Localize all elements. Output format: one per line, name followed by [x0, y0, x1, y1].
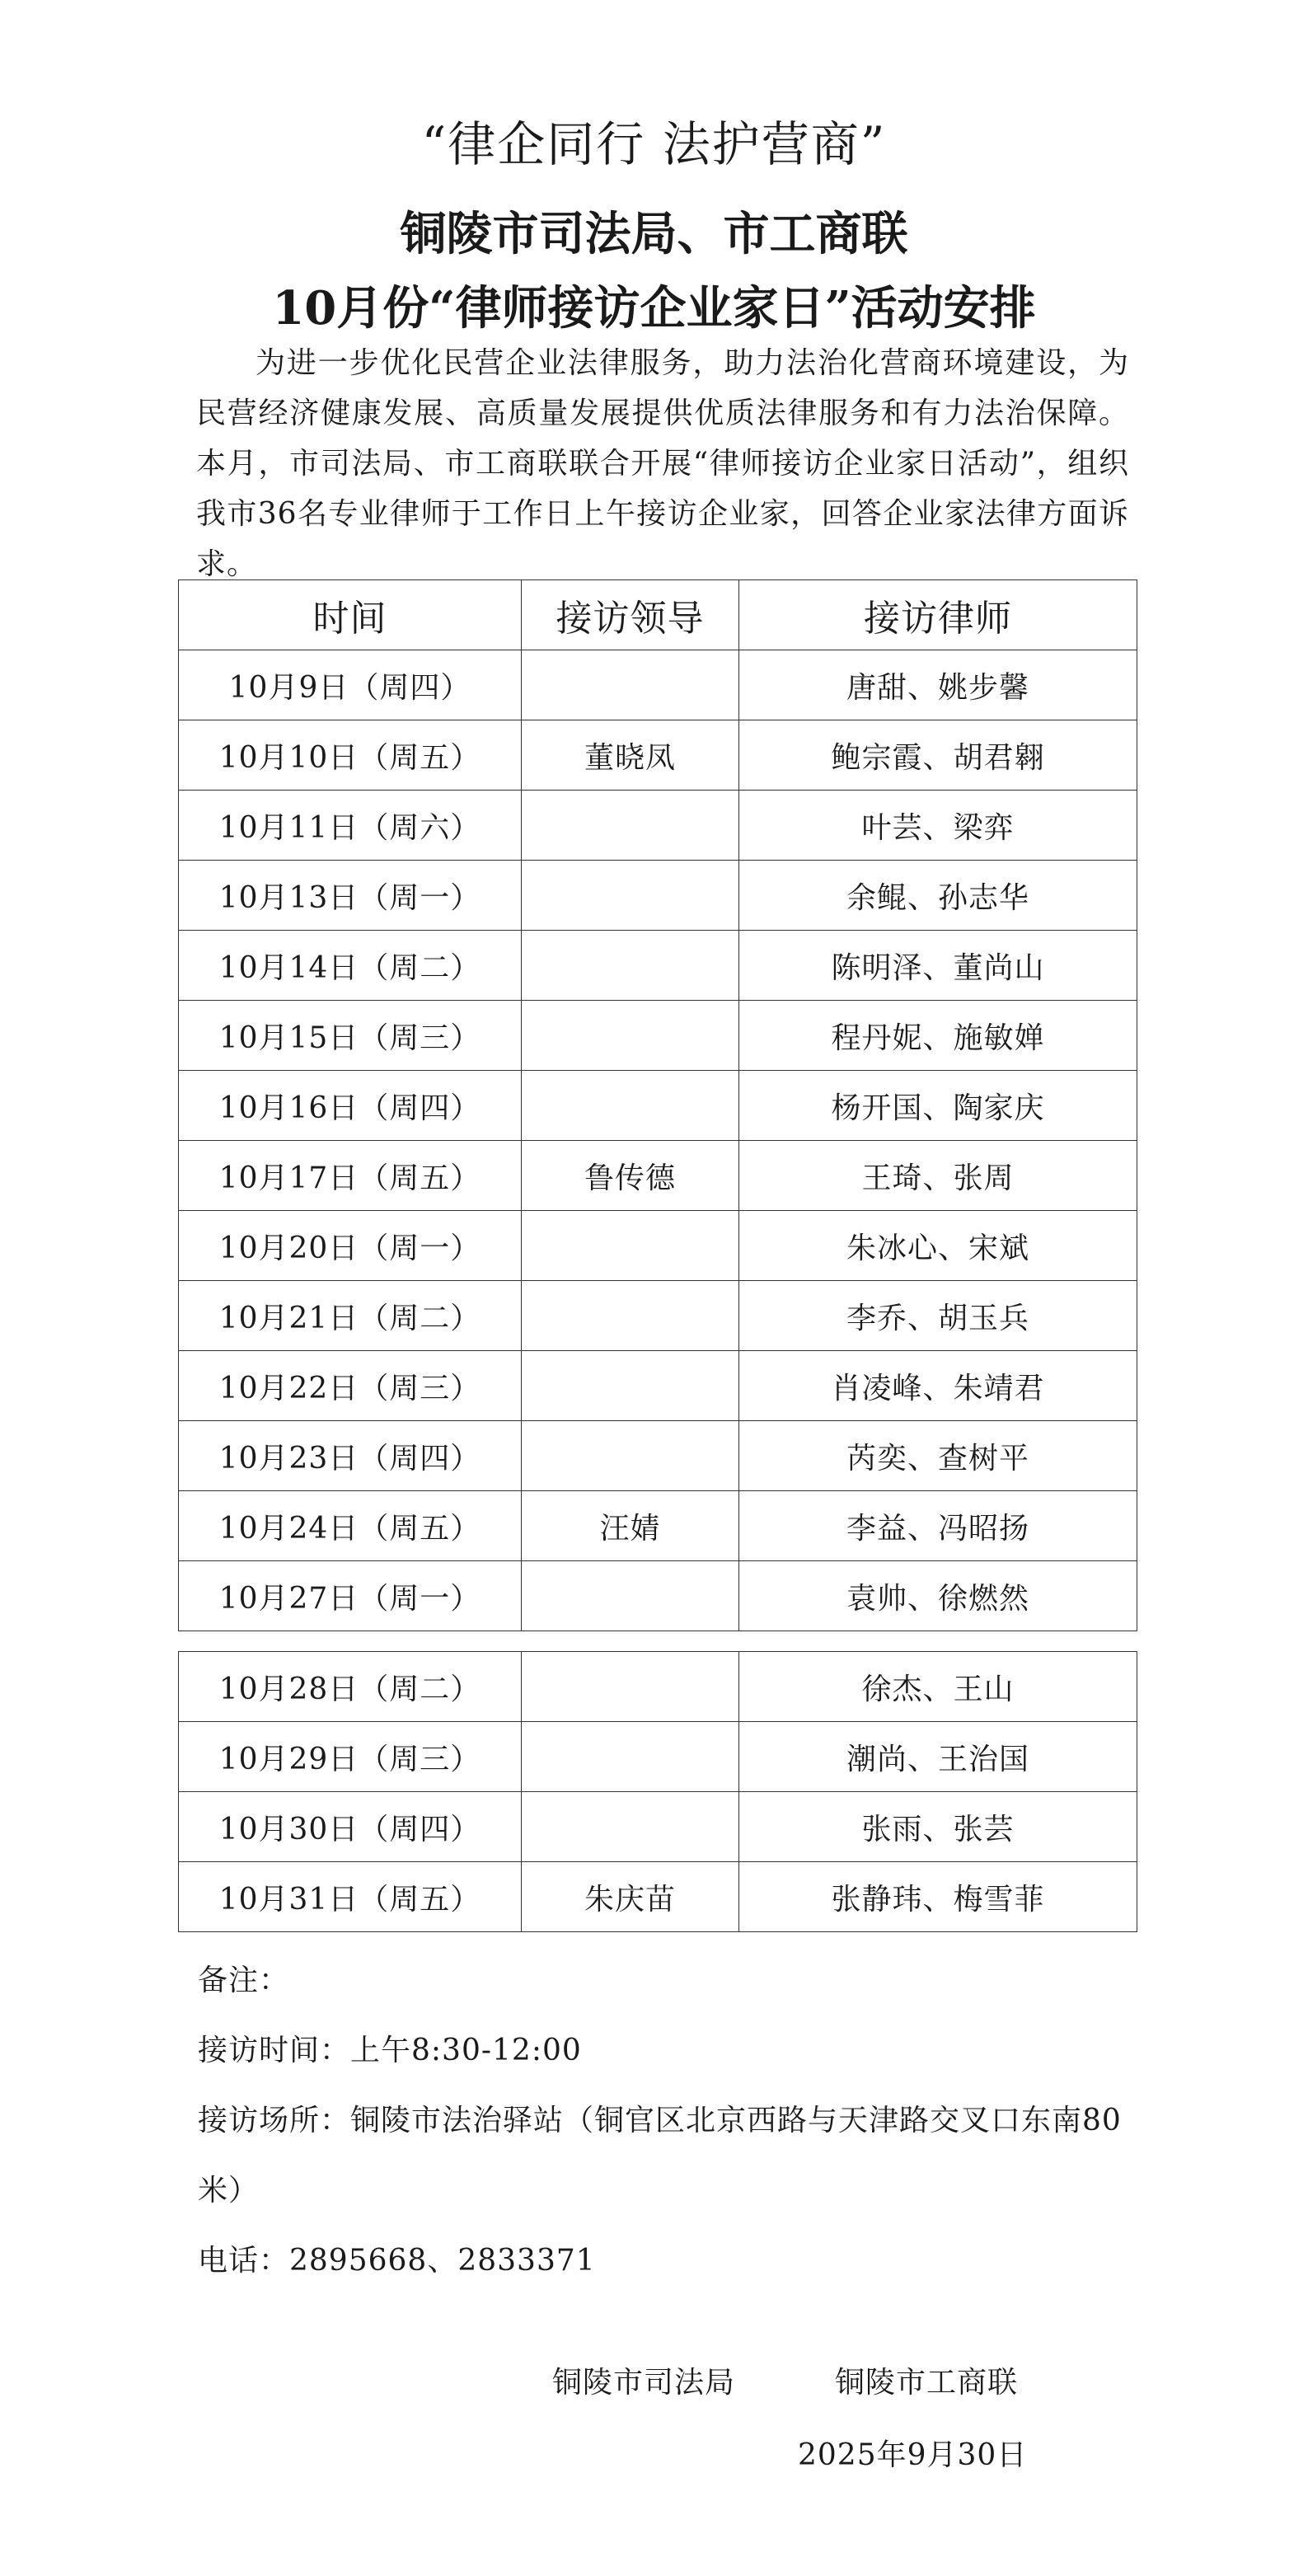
- cell-leader: [522, 861, 739, 931]
- table-row: [179, 1862, 1137, 1932]
- cell-lawyers: 陈明泽、董尚山: [739, 931, 1137, 1001]
- signature-date: 2025年9月30日: [798, 2438, 1028, 2472]
- cell-lawyers: 唐甜、姚步馨: [739, 650, 1137, 720]
- cell-leader: [522, 1652, 739, 1722]
- cell-date: 10月15日（周三）: [179, 1001, 522, 1071]
- cell-lawyers: 朱冰心、宋斌: [739, 1211, 1137, 1281]
- cell-date: 10月29日（周三）: [179, 1722, 522, 1792]
- table-row: [179, 1001, 1137, 1071]
- cell-date: 10月17日（周五）: [179, 1141, 522, 1211]
- table-row: [179, 1281, 1137, 1351]
- cell-date: 10月23日（周四）: [179, 1421, 522, 1491]
- cell-date: 10月11日（周六）: [179, 791, 522, 861]
- header-lawyers: 接访律师: [739, 580, 1137, 650]
- table-row: [179, 1652, 1137, 1722]
- cell-leader: [522, 1421, 739, 1491]
- table-row: [179, 861, 1137, 931]
- cell-date: 10月10日（周五）: [179, 720, 522, 791]
- cell-leader: 汪婧: [522, 1491, 739, 1561]
- cell-lawyers: 程丹妮、施敏婵: [739, 1001, 1137, 1071]
- table-row: [179, 1141, 1137, 1211]
- cell-lawyers: 徐杰、王山: [739, 1652, 1137, 1722]
- cell-lawyers: 鲍宗霞、胡君翱: [739, 720, 1137, 791]
- cell-lawyers: 杨开国、陶家庆: [739, 1071, 1137, 1141]
- table-row: [179, 1561, 1137, 1631]
- schedule-table-part-1: [178, 579, 1137, 1631]
- cell-leader: [522, 650, 739, 720]
- cell-date: 10月16日（周四）: [179, 1071, 522, 1141]
- table-row: [179, 931, 1137, 1001]
- title-line-2: 10月份“律师接访企业家日”活动安排: [272, 281, 1036, 335]
- header-time: 时间: [179, 580, 522, 650]
- table-row: [179, 1421, 1137, 1491]
- cell-date: 10月27日（周一）: [179, 1561, 522, 1631]
- cell-lawyers: 李乔、胡玉兵: [739, 1281, 1137, 1351]
- notes-heading: 备注：: [198, 1964, 290, 1997]
- signature-org-justice: 铜陵市司法局: [552, 2366, 736, 2400]
- cell-lawyers: 张雨、张芸: [739, 1792, 1137, 1862]
- cell-lawyers: 李益、冯昭扬: [739, 1491, 1137, 1561]
- cell-date: 10月22日（周三）: [179, 1351, 522, 1421]
- notes-section: [198, 1945, 1137, 2296]
- table-row: [179, 791, 1137, 861]
- header-leader: 接访领导: [522, 580, 739, 650]
- cell-leader: [522, 1071, 739, 1141]
- cell-lawyers: 余鲲、孙志华: [739, 861, 1137, 931]
- intro-paragraph: 为进一步优化民营企业法律服务，助力法治化营商环境建设，为民营经济健康发展、高质量发展提供优质法律服务和有力法治保障。本月，市司法局、市工商联联合开展“律师接访企业家日活动”，组织我市36名专业律师于工作日上午接访企业家，回答企业家法律方面诉求。: [196, 346, 1129, 581]
- table-row: [179, 650, 1137, 720]
- cell-lawyers: 袁帅、徐燃然: [739, 1561, 1137, 1631]
- table-row: [179, 1351, 1137, 1421]
- table-row: [179, 1491, 1137, 1561]
- signature-org-commerce: 铜陵市工商联: [835, 2366, 1019, 2400]
- cell-leader: [522, 1561, 739, 1631]
- cell-lawyers: 肖凌峰、朱靖君: [739, 1351, 1137, 1421]
- cell-lawyers: 潮尚、王治国: [739, 1722, 1137, 1792]
- cell-leader: 鲁传德: [522, 1141, 739, 1211]
- slogan: “律企同行 法护营商”: [421, 116, 887, 172]
- cell-date: 10月9日（周四）: [179, 650, 522, 720]
- cell-date: 10月30日（周四）: [179, 1792, 522, 1862]
- cell-date: 10月21日（周二）: [179, 1281, 522, 1351]
- notes-place: 接访场所：铜陵市法治驿站（铜官区北京西路与天津路交叉口东南80米）: [198, 2104, 1122, 2208]
- notes-time: 接访时间：上午8:30-12:00: [198, 2034, 582, 2067]
- cell-lawyers: 叶芸、梁弈: [739, 791, 1137, 861]
- cell-lawyers: 芮奕、查树平: [739, 1421, 1137, 1491]
- table-row: [179, 1071, 1137, 1141]
- table-row: [179, 1722, 1137, 1792]
- table-header-row: [179, 580, 1137, 650]
- cell-leader: [522, 1722, 739, 1792]
- cell-date: 10月20日（周一）: [179, 1211, 522, 1281]
- cell-leader: [522, 931, 739, 1001]
- table-row: [179, 1792, 1137, 1862]
- cell-leader: [522, 1792, 739, 1862]
- schedule-table-part-2: [178, 1651, 1137, 1932]
- cell-leader: 董晓凤: [522, 720, 739, 791]
- cell-leader: [522, 1281, 739, 1351]
- cell-date: 10月14日（周二）: [179, 931, 522, 1001]
- cell-leader: [522, 791, 739, 861]
- cell-date: 10月13日（周一）: [179, 861, 522, 931]
- cell-lawyers: 张静玮、梅雪菲: [739, 1862, 1137, 1932]
- cell-leader: 朱庆苗: [522, 1862, 739, 1932]
- cell-leader: [522, 1001, 739, 1071]
- cell-date: 10月28日（周二）: [179, 1652, 522, 1722]
- title-line-1: 铜陵市司法局、市工商联: [400, 207, 908, 261]
- cell-leader: [522, 1351, 739, 1421]
- cell-leader: [522, 1211, 739, 1281]
- table-row: [179, 720, 1137, 791]
- cell-lawyers: 王琦、张周: [739, 1141, 1137, 1211]
- table-row: [179, 1211, 1137, 1281]
- cell-date: 10月24日（周五）: [179, 1491, 522, 1561]
- notes-phone: 电话：2895668、2833371: [198, 2244, 596, 2278]
- cell-date: 10月31日（周五）: [179, 1862, 522, 1932]
